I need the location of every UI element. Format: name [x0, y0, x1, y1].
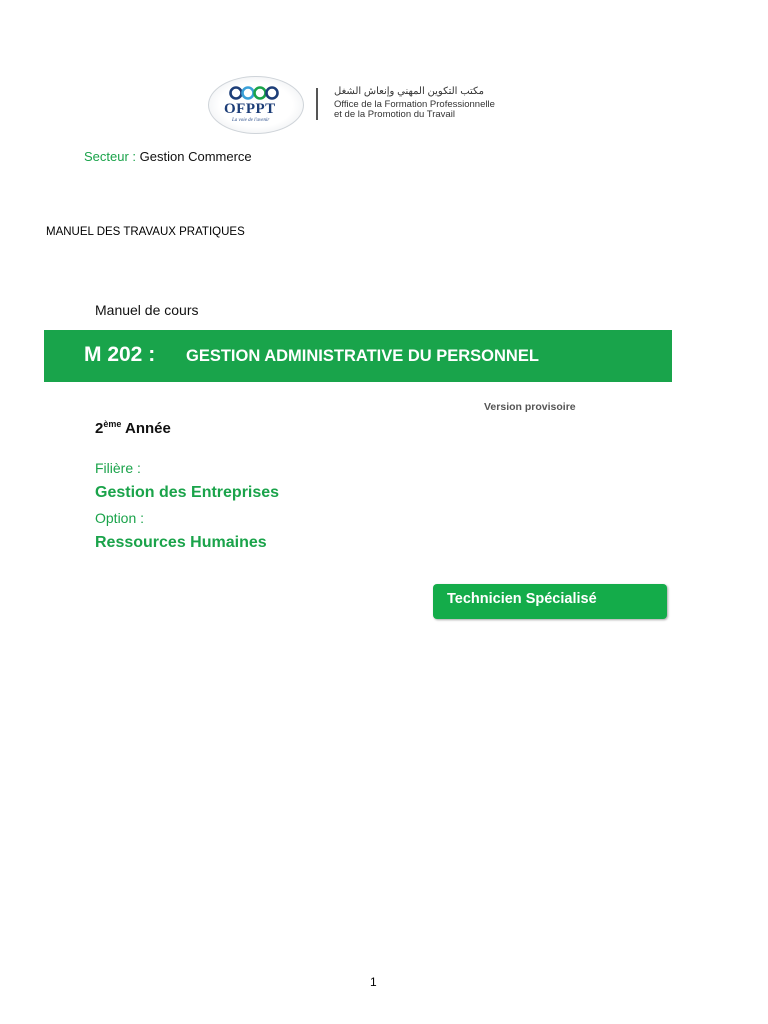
sector-line — [84, 149, 252, 164]
filiere-value: Gestion des Entreprises — [95, 484, 280, 501]
sector-label: Secteur : — [84, 149, 137, 164]
header-divider — [316, 88, 318, 120]
filiere-label: Filière : — [95, 460, 141, 476]
year-number: 2 — [95, 420, 104, 437]
course-label: Manuel de cours — [95, 302, 199, 318]
year-label: Année — [124, 420, 171, 437]
version-note: Version provisoire — [484, 401, 576, 413]
page-number: 1 — [370, 975, 377, 989]
module-title: GESTION ADMINISTRATIVE DU PERSONNEL — [186, 347, 539, 365]
year-heading — [95, 419, 171, 437]
sector-value: Gestion Commerce — [139, 149, 252, 164]
org-name-line-2: et de la Promotion du Travail — [334, 109, 455, 120]
logo-tagline: La voie de l'avenir — [232, 118, 270, 123]
level-badge-text: Technicien Spécialisé — [447, 591, 597, 607]
level-badge — [433, 584, 667, 619]
option-value: Ressources Humaines — [95, 534, 267, 551]
module-code — [84, 343, 155, 367]
option-label: Option : — [95, 510, 145, 526]
module-banner — [44, 330, 672, 382]
logo-wordmark: OFPPT — [224, 101, 276, 117]
module-separator: : — [148, 343, 156, 366]
manual-title: MANUEL DES TRAVAUX PRATIQUES — [46, 226, 245, 238]
ofppt-logo-mark-icon — [228, 84, 284, 102]
org-name-line-1: Office de la Formation Professionnelle — [334, 99, 495, 110]
module-code-text: M 202 — [84, 343, 143, 366]
year-suffix: ème — [103, 419, 122, 429]
org-name-arabic: مكتب التكوين المهني وإنعاش الشغل — [334, 86, 484, 97]
